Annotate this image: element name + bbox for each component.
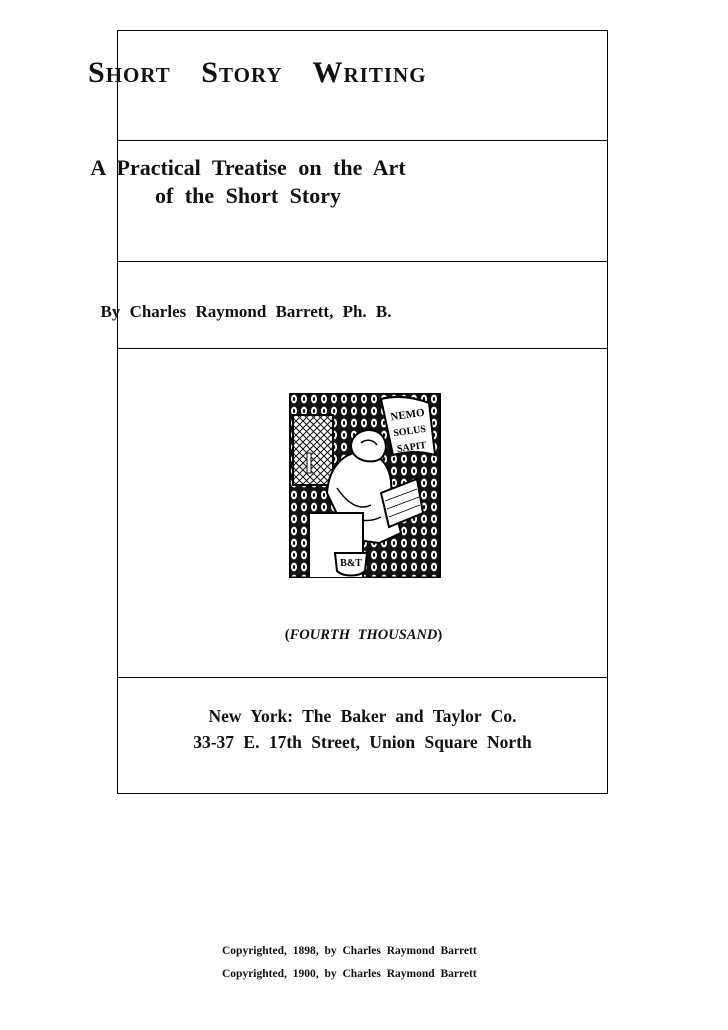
divider-rule (118, 261, 607, 262)
title-initial: S (88, 56, 106, 89)
title-word (201, 56, 282, 89)
scroll-word: SAPIT (396, 440, 428, 456)
divider-rule (118, 140, 607, 141)
scroll-word: NEMO (389, 406, 426, 424)
author-line: By Charles Raymond Barrett, Ph. B. (100, 302, 392, 321)
title-word (88, 56, 171, 89)
divider-rule (118, 677, 607, 678)
title-initial: W (312, 56, 344, 89)
subtitle-line: A Practical Treatise on the Art (90, 155, 406, 180)
publisher-line: New York: The Baker and Taylor Co. (208, 706, 517, 726)
publisher-address: 33-37 E. 17th Street, Union Square North (193, 732, 532, 752)
book-subtitle (58, 154, 438, 210)
printers-mark-reading-figure-icon (289, 393, 441, 578)
monogram: B&T (340, 558, 362, 569)
publisher-block (117, 703, 608, 755)
copyright-line: Copyrighted, 1898, by Charles Raymond Barrett (222, 945, 477, 957)
title-rest: RITING (343, 63, 427, 87)
title-rest: HORT (105, 63, 171, 87)
title-word (313, 56, 427, 89)
book-title (88, 56, 427, 90)
scroll-word: SOLUS (392, 423, 427, 440)
edition-text: FOURTH THOUSAND (289, 627, 438, 643)
divider-rule (118, 348, 607, 349)
copyright-notice (222, 940, 477, 986)
paren: ) (437, 627, 443, 643)
title-rest: TORY (218, 63, 283, 87)
subtitle-line: of the Short Story (154, 183, 342, 208)
paren: ( (284, 627, 290, 643)
copyright-line: Copyrighted, 1900, by Charles Raymond Barrett (222, 968, 477, 980)
edition-note (118, 627, 609, 644)
title-initial: S (201, 56, 219, 89)
